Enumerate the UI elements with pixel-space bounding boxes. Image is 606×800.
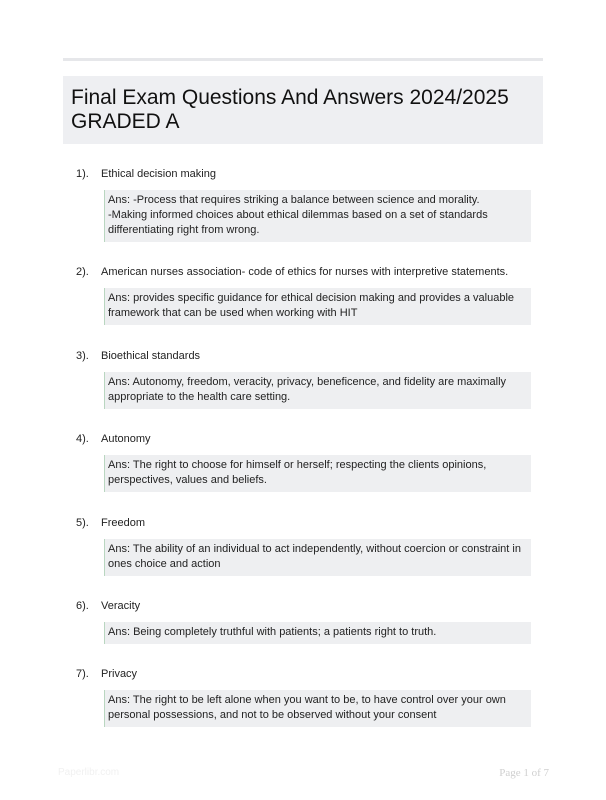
answer-box: Ans: The right to be left alone when you want to be, to have control over your own personal possessions, and not to be observed without your consent bbox=[104, 690, 531, 727]
document-title: Final Exam Questions And Answers 2024/2025 GRADED A bbox=[71, 86, 509, 133]
question-text: Veracity bbox=[101, 600, 141, 612]
answer-box: Ans: The right to choose for himself or herself; respecting the clients opinions, perspectives, values and beliefs. bbox=[104, 455, 531, 492]
question-text: Autonomy bbox=[101, 433, 151, 445]
question-text: American nurses association- code of ethics for nurses with interpretive statements. bbox=[101, 266, 509, 278]
title-banner bbox=[63, 76, 543, 144]
answer-box: Ans: -Process that requires striking a balance between science and morality. -Making informed choices about ethical dilemmas based on a set of standards differentiating right from wrong. bbox=[104, 190, 531, 242]
footer-watermark: Paperlibr.com bbox=[58, 767, 120, 778]
answer-box: Ans: The ability of an individual to act independently, without coercion or constraint in ones choice and action bbox=[104, 539, 531, 576]
qa-item-4 bbox=[76, 433, 536, 492]
question-text: Bioethical standards bbox=[101, 350, 201, 362]
question-number: 4). bbox=[76, 433, 89, 445]
qa-item-2 bbox=[76, 266, 536, 325]
qa-item-7 bbox=[76, 668, 536, 727]
question-text: Privacy bbox=[101, 668, 138, 680]
question-text: Freedom bbox=[101, 517, 146, 529]
question-text: Ethical decision making bbox=[101, 168, 216, 180]
top-divider bbox=[63, 58, 543, 61]
qa-item-5 bbox=[76, 517, 536, 576]
question-number: 5). bbox=[76, 517, 89, 529]
question-number: 6). bbox=[76, 600, 89, 612]
page-number: Page 1 of 7 bbox=[499, 767, 549, 779]
question-number: 1). bbox=[76, 168, 89, 180]
question-number: 7). bbox=[76, 668, 89, 680]
question-number: 2). bbox=[76, 266, 89, 278]
qa-item-6 bbox=[76, 600, 536, 644]
qa-item-1 bbox=[76, 168, 536, 242]
answer-box: Ans: Autonomy, freedom, veracity, privacy, beneficence, and fidelity are maximally appropriate to the health care setting. bbox=[104, 372, 531, 409]
answer-box: Ans: provides specific guidance for ethical decision making and provides a valuable framework that can be used when working with HIT bbox=[104, 288, 531, 325]
qa-item-3 bbox=[76, 350, 536, 409]
question-number: 3). bbox=[76, 350, 89, 362]
answer-box: Ans: Being completely truthful with patients; a patients right to truth. bbox=[104, 622, 531, 644]
